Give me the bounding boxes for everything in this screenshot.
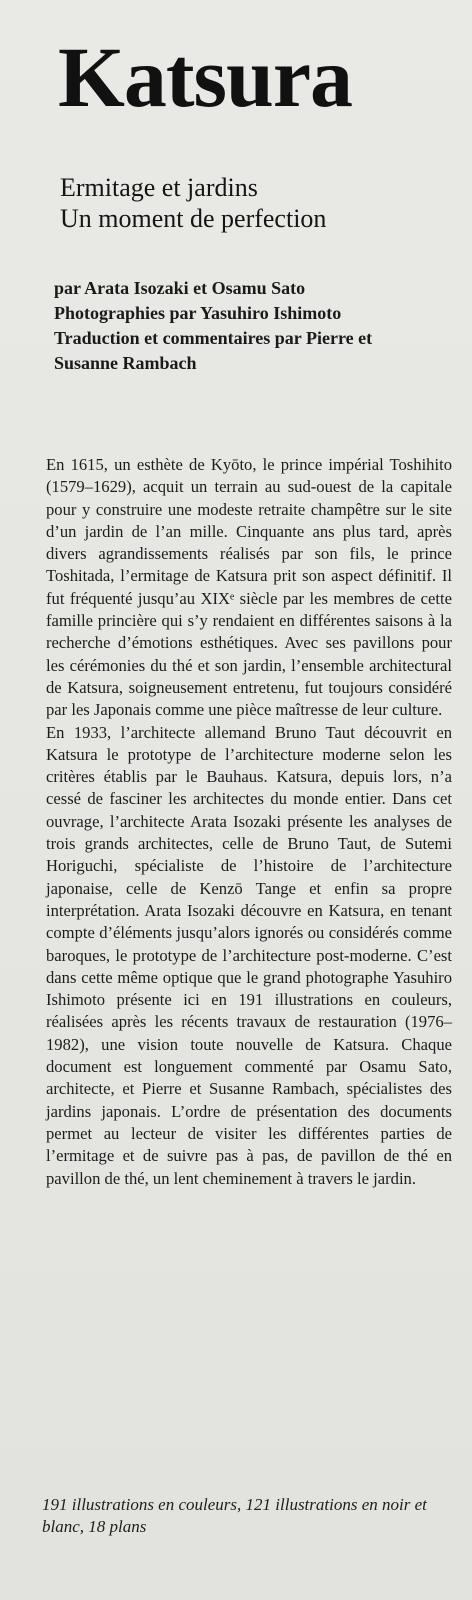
subtitle-line: Ermitage et jardins xyxy=(60,173,258,202)
subtitle-line: Un moment de perfection xyxy=(60,204,327,233)
credit-line-translators: Traduction et commentaires par Pierre et xyxy=(54,328,373,348)
book-subtitle xyxy=(60,172,326,234)
book-description xyxy=(46,454,452,1190)
description-paragraph: En 1615, un esthète de Kyōto, le prince impérial Toshihito (1579–1629), acquit un terrain au sud-ouest de la capitale pour y construire une modeste retraite champêtre sur le site d’un jardin de l’an mille. Cinquante ans plus tard, après divers agrandissements réalisés par son fils, le prince Toshitada, l’ermitage de Katsura prit son aspect définitif. Il fut fréquenté jusqu’au XIXᵉ siècle par les membres de cette famille princière qui s’y rendaient en différentes saisons à la recherche d’émotions esthétiques. Avec ses pavillons pour les cérémonies du thé et son jardin, l’ensemble architectural de Katsura, soigneusement entretenu, fut toujours considéré par les Japonais comme une pièce maîtresse de leur culture. xyxy=(46,455,452,720)
description-paragraph: En 1933, l’architecte allemand Bruno Taut découvrit en Katsura le prototype de l’architecture moderne selon les critères établis par le Bauhaus. Katsura, depuis lors, n’a cessé de fasciner les architectes du monde entier. Dans cet ouvrage, l’architecte Arata Isozaki présente les analyses de trois grands architectes, celle de Bruno Taut, de Sutemi Horiguchi, spécialiste de l’histoire de l’architecture japonaise, celle de Kenzō Tange et enfin sa propre interprétation. Arata Isozaki découvre en Katsura, en tenant compte d’éléments jusqu’alors ignorés ou considérés comme baroques, le prototype de l’architecture post-moderne. C’est dans cette même optique que le grand photographe Yasuhiro Ishimoto présente ici en 191 illustrations en couleurs, réalisées après les récents travaux de restauration (1976–1982), une vision toute nouvelle de Katsura. Chaque document est longuement commenté par Osamu Sato, architecte, et Pierre et Susanne Rambach, spécialistes des jardins japonais. L’ordre de présentation des documents permet au lecteur de visiter les différentes parties de l’ermitage et de suivre pas à pas, de pavillon de thé en pavillon de thé, un lent cheminement à travers le jardin. xyxy=(46,722,452,1188)
credit-line-authors: par Arata Isozaki et Osamu Sato xyxy=(54,278,306,298)
illustration-count-note: 191 illustrations en couleurs, 121 illustrations en noir et blanc, 18 plans xyxy=(42,1495,427,1536)
book-credits xyxy=(54,276,372,376)
credit-line-photographer: Photographies par Yasuhiro Ishimoto xyxy=(54,303,342,323)
book-title: Katsura xyxy=(58,29,352,125)
credit-line-translators-cont: Susanne Rambach xyxy=(54,353,197,373)
